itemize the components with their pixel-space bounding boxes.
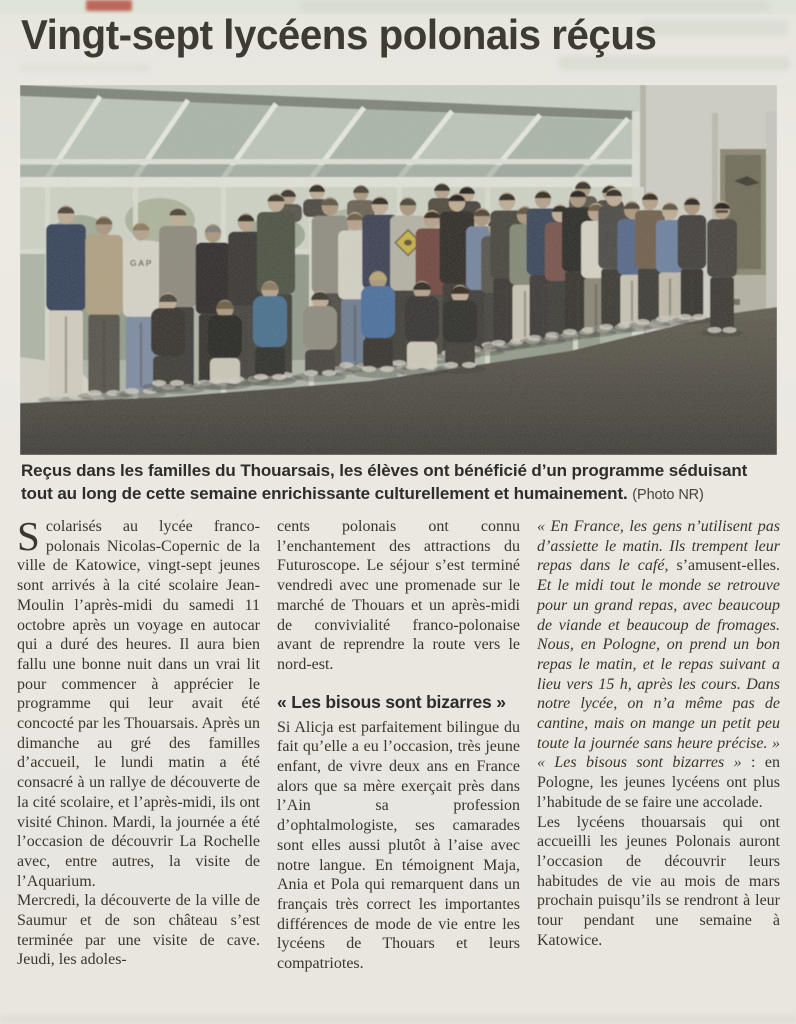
article-headline: Vingt-sept lycéens polonais réçus	[21, 11, 657, 58]
photo-caption-text: Reçus dans les familles du Thouarsais, les élèves ont bénéficié d’un programme séduisant tout au long de cette semaine enrichissante culturellement et humainement.	[21, 461, 748, 503]
paragraph: Si Alicja est parfaitement bilingue du fait qu’elle a eu l’occasion, très jeune enfant, de vivre deux ans en France alors que sa mère exerçait près dans l’Ain sa profession d’ophtalmologiste, ses camarades sont elles aussi plutôt à l’aise avec notre langue. En témoignent Maja, Ania et Pola qui remarquent dans un français très correct les importantes différences de mode de vie entre les lycéens de Thouars et leurs compatriotes.	[277, 718, 520, 973]
subheading: « Les bisous sont bizarres »	[277, 691, 506, 712]
print-bleed-through	[20, 64, 150, 72]
print-bleed-through	[0, 1014, 796, 1024]
print-bleed-through	[300, 2, 770, 11]
article-column-3	[537, 517, 780, 950]
group-photo	[20, 85, 777, 455]
print-bleed-through	[558, 56, 790, 70]
paragraph	[537, 517, 780, 813]
bleed-red-mark	[86, 0, 132, 11]
photo-grain	[20, 85, 777, 455]
paragraph: Mercredi, la découverte de la ville de Saumur et de son château s’est terminée par une visite de cave. Jeudi, les adoles-	[17, 892, 260, 969]
paragraph: Les lycéens thouarsais qui ont accueilli les jeunes Polonais auront l’occasion de découvrir leurs habitudes de vie au mois de mars prochain puisqu’ils se rendront à leur tour pendant une semaine à Katowice.	[537, 813, 780, 949]
paragraph-text: s’amusent-elles.	[676, 557, 780, 575]
paragraph	[17, 513, 260, 891]
article-column-1	[17, 513, 260, 970]
group-photo-illustration	[20, 85, 777, 455]
article-column-2	[277, 517, 520, 974]
photo-caption	[21, 459, 769, 507]
paragraph-text: colarisés au lycée franco-polonais Nicolas-Copernic de la ville de Katowice, vingt-sept jeunes sont arrivés à la cité scolaire Jean-Moulin l’après-midi du samedi 11 octobre après un voyage en autocar qui a duré des heures. Il aura bien fallu une bonne nuit dans un vrai lit pour commencer à apprécier le programme qui leur avait été concocté par les Thouarsais. Après un dimanche au gré des familles d’accueil, le lundi matin a été consacré à un rallye de découverte de la cité scolaire, et l’après-midi, ils ont visité Chinon. Mardi, la journée a été l’occasion de découvrir La Rochelle avec, entre autres, la visite de l’Aquarium.	[17, 518, 260, 890]
quote-text: Et le midi tout le monde se retrouve pour un grand repas, avec beaucoup de viande et beaucoup de fromages. Nous, en Pologne, on prend un bon repas le matin, et le repas suivant a lieu vers 15 h, après les cours. Dans notre lycée, on n’a même pas de cantine, mais on mange un petit peu toute la journée sans heure précise. » « Les bisous sont bizarres »	[537, 577, 780, 772]
drop-cap: S	[17, 513, 40, 559]
paragraph: cents polonais ont connu l’enchantement des attractions du Futuroscope. Le séjour s’est terminé vendredi avec une promenade sur le marché de Thouars et un après-midi de convivialité franco-polonaise avant de reprendre la route vers le nord-est.	[277, 518, 520, 673]
paragraph-text: : en Pologne, les jeunes lycéens ont plus l’habitude de se faire une accolade.	[537, 754, 781, 811]
photo-credit: (Photo NR)	[632, 487, 704, 503]
quote-text: « En France, les gens n’utilisent pas d’assiette le matin. Ils trempent leur repas dans le café,	[537, 518, 780, 575]
